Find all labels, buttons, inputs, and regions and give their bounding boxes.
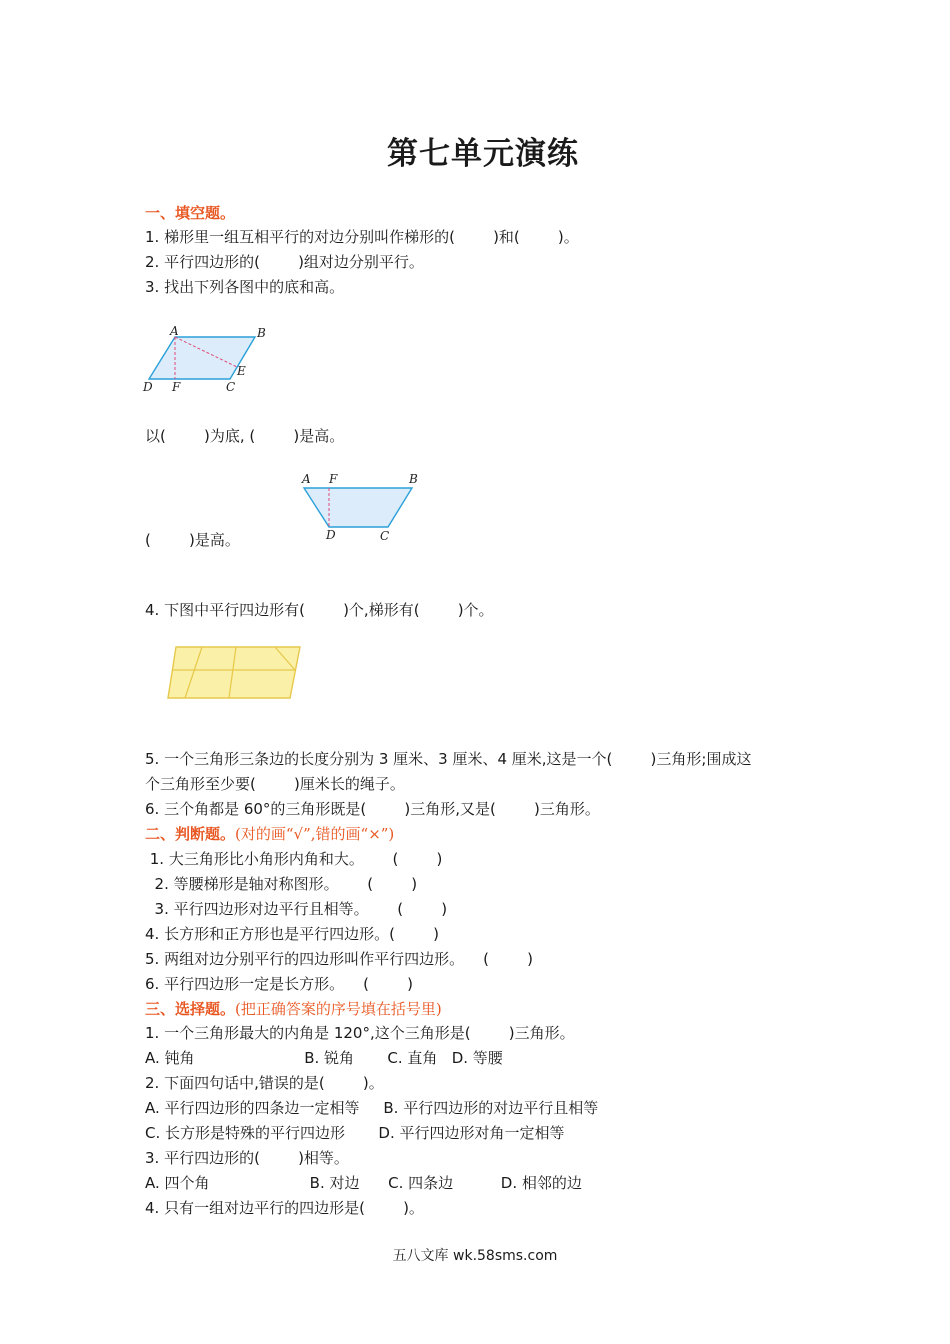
question-1-5-line-2: 个三角形至少要( )厘米长的绳子。 bbox=[145, 775, 405, 793]
parallelogram-figure bbox=[140, 320, 280, 398]
question-1-4: 4. 下图中平行四边形有( )个,梯形有( )个。 bbox=[145, 601, 494, 619]
label-E: E bbox=[237, 364, 246, 378]
choice-question-4: 4. 只有一组对边平行的四边形是( )。 bbox=[145, 1199, 424, 1217]
judge-item-4: 4. 长方形和正方形也是平行四边形。( ) bbox=[145, 925, 439, 943]
label-A: A bbox=[302, 472, 311, 486]
choice-question-2: 2. 下面四句话中,错误的是( )。 bbox=[145, 1074, 384, 1092]
choice-options-3: A. 四个角 B. 对边 C. 四条边 D. 相邻的边 bbox=[145, 1174, 582, 1192]
yellow-shapes-figure bbox=[165, 642, 305, 702]
page-title: 第七单元演练 bbox=[387, 136, 579, 172]
question-1-5-line-1: 5. 一个三角形三条边的长度分别为 3 厘米、3 厘米、4 厘米,这是一个( )三角形;围成这 bbox=[145, 750, 752, 768]
label-C: C bbox=[380, 529, 390, 543]
label-D: D bbox=[326, 528, 336, 542]
section-true-false-note: (对的画“√”,错的画“×”) bbox=[235, 825, 395, 843]
label-F: F bbox=[329, 472, 338, 486]
question-1-2: 2. 平行四边形的( )组对边分别平行。 bbox=[145, 253, 424, 271]
judge-item-5: 5. 两组对边分别平行的四边形叫作平行四边形。 ( ) bbox=[145, 950, 534, 968]
choice-question-1: 1. 一个三角形最大的内角是 120°,这个三角形是( )三角形。 bbox=[145, 1024, 575, 1042]
question-1-1: 1. 梯形里一组互相平行的对边分别叫作梯形的( )和( )。 bbox=[145, 228, 579, 246]
judge-item-2: 2. 等腰梯形是轴对称图形。 ( ) bbox=[145, 875, 418, 893]
label-C: C bbox=[226, 380, 236, 394]
judge-item-1: 1. 大三角形比小角形内角和大。 ( ) bbox=[145, 850, 443, 868]
trapezoid-figure bbox=[296, 468, 426, 548]
choice-options-2b: C. 长方形是特殊的平行四边形 D. 平行四边形对角一定相等 bbox=[145, 1124, 565, 1142]
question-1-3-answer-1: 以( )为底, ( )是高。 bbox=[145, 427, 345, 445]
label-B: B bbox=[409, 472, 418, 486]
footer-watermark: 五八文库 wk.58sms.com bbox=[392, 1248, 558, 1264]
label-A: A bbox=[170, 324, 179, 338]
section-choice-title: 三、选择题。 bbox=[145, 1000, 236, 1018]
section-fill-in-heading: 一、填空题。 bbox=[145, 204, 236, 222]
section-choice-heading bbox=[145, 999, 442, 1019]
section-choice-note: (把正确答案的序号填在括号里) bbox=[235, 1000, 442, 1018]
label-D: D bbox=[143, 380, 153, 394]
question-1-3: 3. 找出下列各图中的底和高。 bbox=[145, 278, 345, 296]
label-B: B bbox=[257, 326, 266, 340]
question-1-6: 6. 三个角都是 60°的三角形既是( )三角形,又是( )三角形。 bbox=[145, 800, 600, 818]
choice-options-1: A. 钝角 B. 锐角 C. 直角 D. 等腰 bbox=[145, 1049, 503, 1067]
choice-question-3: 3. 平行四边形的( )相等。 bbox=[145, 1149, 349, 1167]
choice-options-2a: A. 平行四边形的四条边一定相等 B. 平行四边形的对边平行且相等 bbox=[145, 1099, 599, 1117]
section-true-false-heading bbox=[145, 824, 394, 844]
label-F: F bbox=[172, 380, 181, 394]
section-true-false-title: 二、判断题。 bbox=[145, 825, 236, 843]
judge-item-6: 6. 平行四边形一定是长方形。 ( ) bbox=[145, 975, 414, 993]
judge-item-3: 3. 平行四边形对边平行且相等。 ( ) bbox=[145, 900, 448, 918]
question-1-3-answer-2: ( )是高。 bbox=[145, 531, 240, 549]
